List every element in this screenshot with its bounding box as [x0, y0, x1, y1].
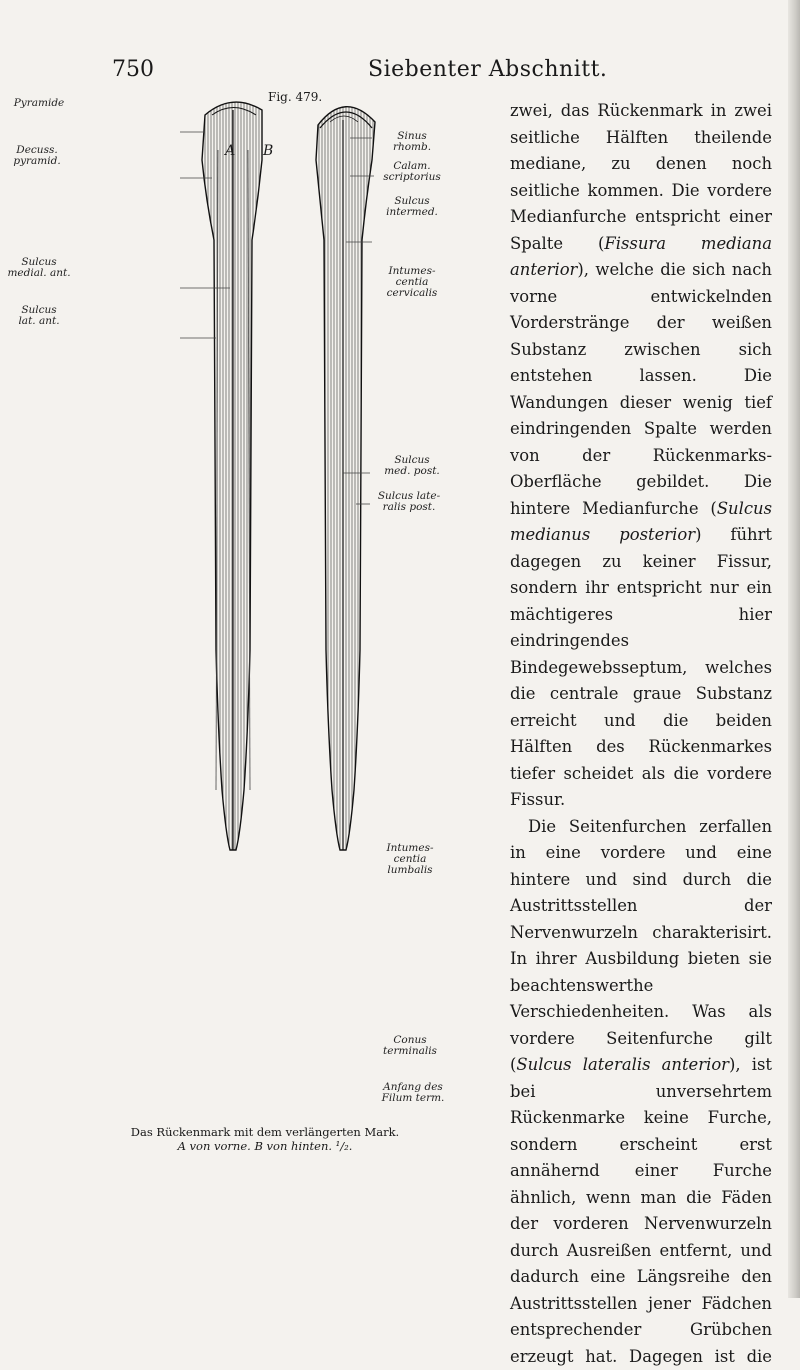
label-decuss: Decuss. pyramid. — [4, 145, 70, 167]
label-sulcus-intermed: Sulcus intermed. — [372, 196, 452, 218]
paragraph-2: Die Seitenfurchen zerfallen in eine vordere und eine hintere und sind durch die Austrittsstellen der Nervenwurzeln charakterisirt. In ihrer Ausbildung bieten sie beachtenswerthe Verschiedenheiten. Was als vordere Seitenfurche gilt (Sulcus lateralis anterior), ist bei unversehrtem Rückenmarke keine Furche, sondern erscheint erst annähernd einer Furche ähnlich, wenn man die Fäden der vorderen Nervenwurzeln durch Ausreißen entfernt, und dadurch eine Längsreihe den Austrittsstellen jener Fädchen entsprechender Grübchen erzeugt hat. Dagegen ist die — [510, 814, 772, 1370]
body-text-column — [510, 98, 772, 1370]
spinal-cord-illustration — [0, 90, 500, 950]
letter-a: A — [225, 143, 235, 159]
label-conus-terminalis: Conus terminalis — [368, 1035, 452, 1057]
label-filum-terminale: Anfang des Filum term. — [368, 1082, 458, 1104]
figure-title: Fig. 479. — [268, 90, 322, 104]
label-sulcus-lateral: Sulcus lat. ant. — [4, 305, 74, 327]
page-number: 750 — [112, 57, 154, 82]
letter-b: B — [263, 143, 273, 159]
page-edge — [788, 0, 800, 1298]
label-calam: Calam. scriptorius — [372, 161, 452, 183]
label-intumescentia-cervicalis: Intumes- centia cervicalis — [372, 266, 452, 299]
label-sulcus-medial: Sulcus medial. ant. — [4, 257, 74, 279]
label-sulcus-lateralis-post: Sulcus late- ralis post. — [366, 491, 452, 513]
label-intumescentia-lumbalis: Intumes- centia lumbalis — [368, 843, 452, 876]
label-sulcus-med-post: Sulcus med. post. — [372, 455, 452, 477]
specimen-b-posterior — [316, 107, 375, 850]
running-head: Siebenter Abschnitt. — [368, 57, 607, 82]
label-pyramide: Pyramide — [8, 98, 70, 109]
label-sinus: Sinus rhomb. — [372, 131, 452, 153]
figure-caption: Das Rückenmark mit dem verlängerten Mark. A von vorne. B von hinten. ¹/₂. — [30, 1125, 500, 1153]
paragraph-1: zwei, das Rückenmark in zwei seitliche Hälften theilende mediane, zu denen noch seitliche kommen. Die vordere Medianfurche entspricht einer Spalte (Fissura mediana anterior), welche die sich nach vorne entwickelnden Vorderstränge der weißen Substanz zwischen sich entstehen lassen. Die Wandungen dieser wenig tief eindringenden Spalte werden von der Rückenmarks-Oberfläche gebildet. Die hintere Medianfurche (Sulcus medianus posterior) führt dagegen zu keiner Fissur, sondern ihr entspricht nur ein mächtigeres hier eindringendes Bindegewebsseptum, welches die centrale graue Substanz erreicht und die beiden Hälften des Rückenmarkes tiefer scheidet als die vordere Fissur. — [510, 98, 772, 814]
specimen-a-anterior — [202, 102, 262, 850]
